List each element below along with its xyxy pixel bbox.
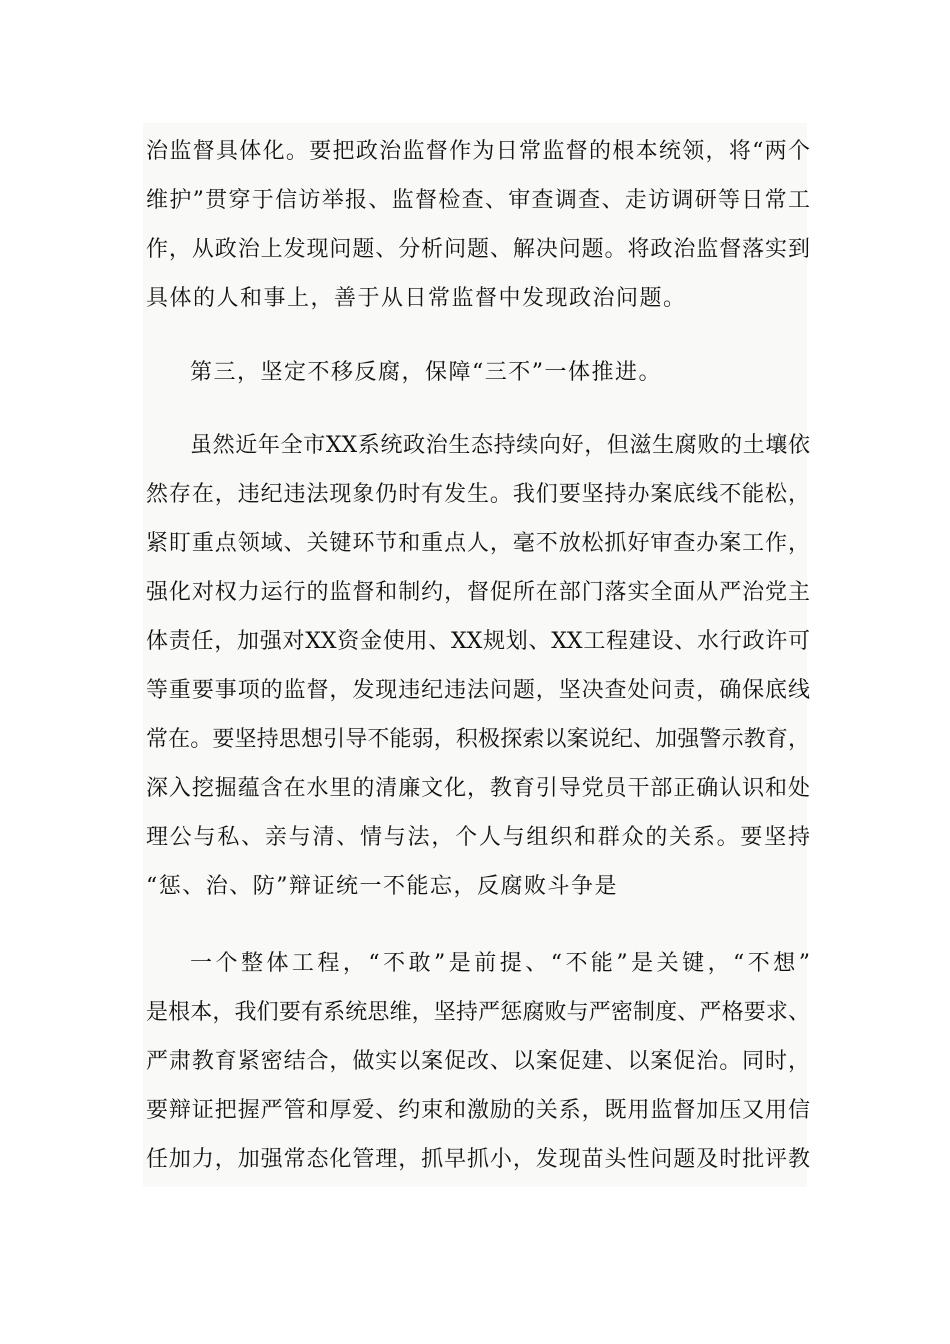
paragraph-line-7: 然存在，违纪违法现象仍时有发生。我们要坚持办案底线不能松， (146, 482, 810, 507)
section-heading: 第三，坚定不移反腐，保障“三不”一体推进。 (190, 360, 662, 385)
paragraph-line-20: 任加力，加强常态化管理，抓早抓小，发现苗头性问题及时批评教 (146, 1147, 810, 1172)
paragraph-line-8: 紧盯重点领域、关键环节和重点人，毫不放松抓好审查办案工作， (146, 531, 810, 556)
paragraph-line-12: 常在。要坚持思想引导不能弱，积极探索以案说纪、加强警示教育， (146, 727, 810, 752)
paragraph-line-14: 理公与私、亲与清、情与法，个人与组织和群众的关系。要坚持 (146, 825, 810, 850)
paragraph-line-11: 等重要事项的监督，发现违纪违法问题，坚决查处问责，确保底线 (146, 678, 810, 703)
paragraph-line-13: 深入挖掘蕴含在水里的清廉文化，教育引导党员干部正确认识和处 (146, 776, 810, 801)
paragraph-line-16: 一个整体工程，“不敢”是前提、“不能”是关键，“不想” (190, 951, 810, 976)
paragraph-line-4: 具体的人和事上，善于从日常监督中发现政治问题。 (146, 286, 687, 311)
paragraph-line-2: 维护”贯穿于信访举报、监督检查、审查调查、走访调研等日常工 (146, 188, 810, 213)
paragraph-line-9: 强化对权力运行的监督和制约，督促所在部门落实全面从严治党主 (146, 580, 810, 605)
paragraph-line-17: 是根本，我们要有系统思维，坚持严惩腐败与严密制度、严格要求、 (146, 1000, 810, 1025)
paragraph-line-15: “惩、治、防”辩证统一不能忘，反腐败斗争是 (146, 874, 618, 899)
paragraph-line-3: 作，从政治上发现问题、分析问题、解决问题。将政治监督落实到 (146, 237, 810, 262)
paragraph-line-1: 治监督具体化。要把政治监督作为日常监督的根本统领，将“两个 (146, 139, 810, 164)
paragraph-line-10: 体责任，加强对XX资金使用、XX规划、XX工程建设、水行政许可 (146, 629, 810, 654)
paragraph-line-18: 严肃教育紧密结合，做实以案促改、以案促建、以案促治。同时， (146, 1049, 810, 1074)
paragraph-line-19: 要辩证把握严管和厚爱、约束和激励的关系，既用监督加压又用信 (146, 1098, 810, 1123)
paragraph-line-6: 虽然近年全市XX系统政治生态持续向好，但滋生腐败的土壤依 (190, 433, 810, 458)
